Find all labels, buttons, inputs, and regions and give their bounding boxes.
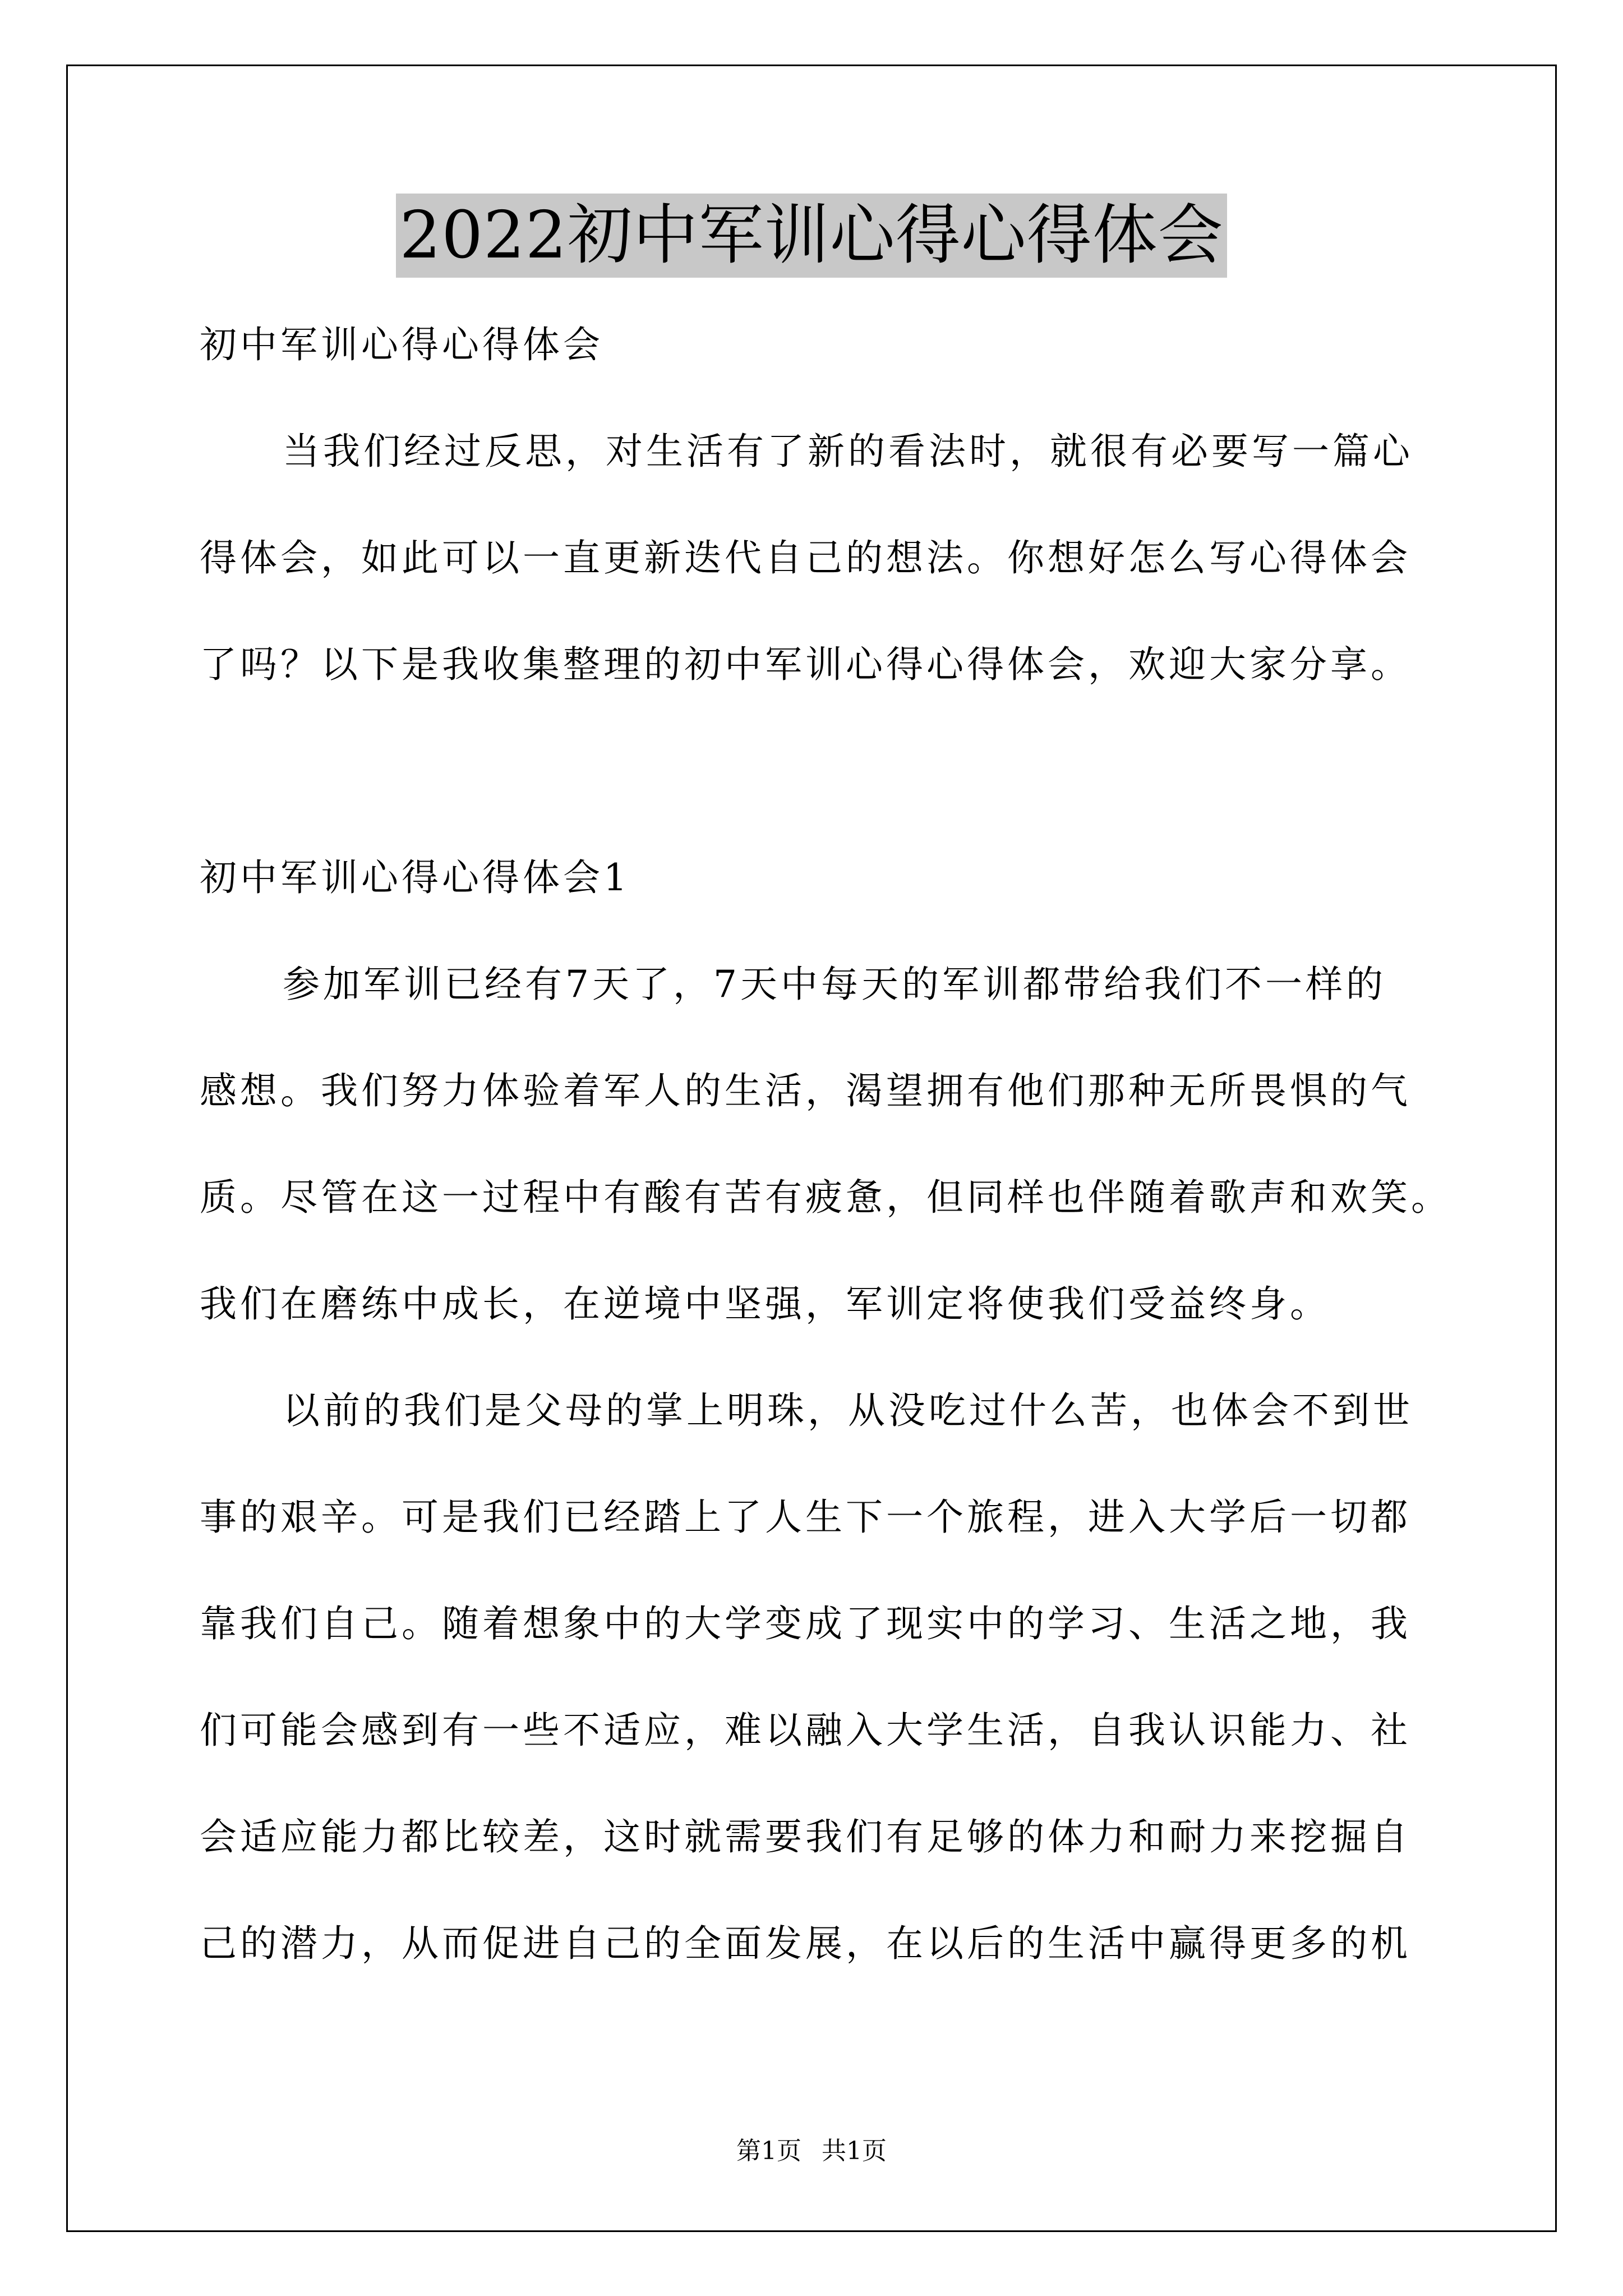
paragraph-gap xyxy=(200,718,1428,825)
para1-line-2: 感想。我们努力体验着军人的生活，渴望拥有他们那种无所畏惧的气 xyxy=(200,1069,1411,1112)
section-heading: 初中军训心得心得体会1 xyxy=(200,856,630,899)
para1-line-1: 参加军训已经有7天了，7天中每天的军训都带给我们不一样的 xyxy=(283,963,1386,1006)
para1-line-4: 我们在磨练中成长，在逆境中坚强，军训定将使我们受益终身。 xyxy=(200,1282,1330,1326)
intro-line-3: 了吗？以下是我收集整理的初中军训心得心得体会，欢迎大家分享。 xyxy=(200,643,1411,686)
subtitle: 初中军训心得心得体会 xyxy=(200,323,603,366)
para2-line-5: 会适应能力都比较差，这时就需要我们有足够的体力和耐力来挖掘自 xyxy=(200,1815,1411,1858)
page-total: 共1页 xyxy=(822,2137,887,2165)
intro-line-1: 当我们经过反思，对生活有了新的看法时，就很有必要写一篇心 xyxy=(283,430,1413,473)
para2-line-1: 以前的我们是父母的掌上明珠，从没吃过什么苦，也体会不到世 xyxy=(283,1389,1413,1432)
para2-line-2: 事的艰辛。可是我们已经踏上了人生下一个旅程，进入大学后一切都 xyxy=(200,1496,1411,1539)
document-title: 2022初中军训心得心得体会 xyxy=(396,194,1227,278)
document-body xyxy=(200,292,1451,1997)
para2-line-3: 靠我们自己。随着想象中的大学变成了现实中的学习、生活之地，我 xyxy=(200,1602,1411,1645)
para1-line-3: 质。尽管在这一过程中有酸有苦有疲惫，但同样也伴随着歌声和欢笑。 xyxy=(200,1176,1451,1219)
page-number: 第1页 xyxy=(736,2137,801,2165)
title-area xyxy=(0,194,1623,278)
para2-line-6: 己的潜力，从而促进自己的全面发展，在以后的生活中赢得更多的机 xyxy=(200,1922,1411,1965)
para2-line-4: 们可能会感到有一些不适应，难以融入大学生活，自我认识能力、社 xyxy=(200,1709,1411,1752)
intro-line-2: 得体会，如此可以一直更新迭代自己的想法。你想好怎么写心得体会 xyxy=(200,536,1411,579)
page-footer xyxy=(0,2134,1623,2168)
